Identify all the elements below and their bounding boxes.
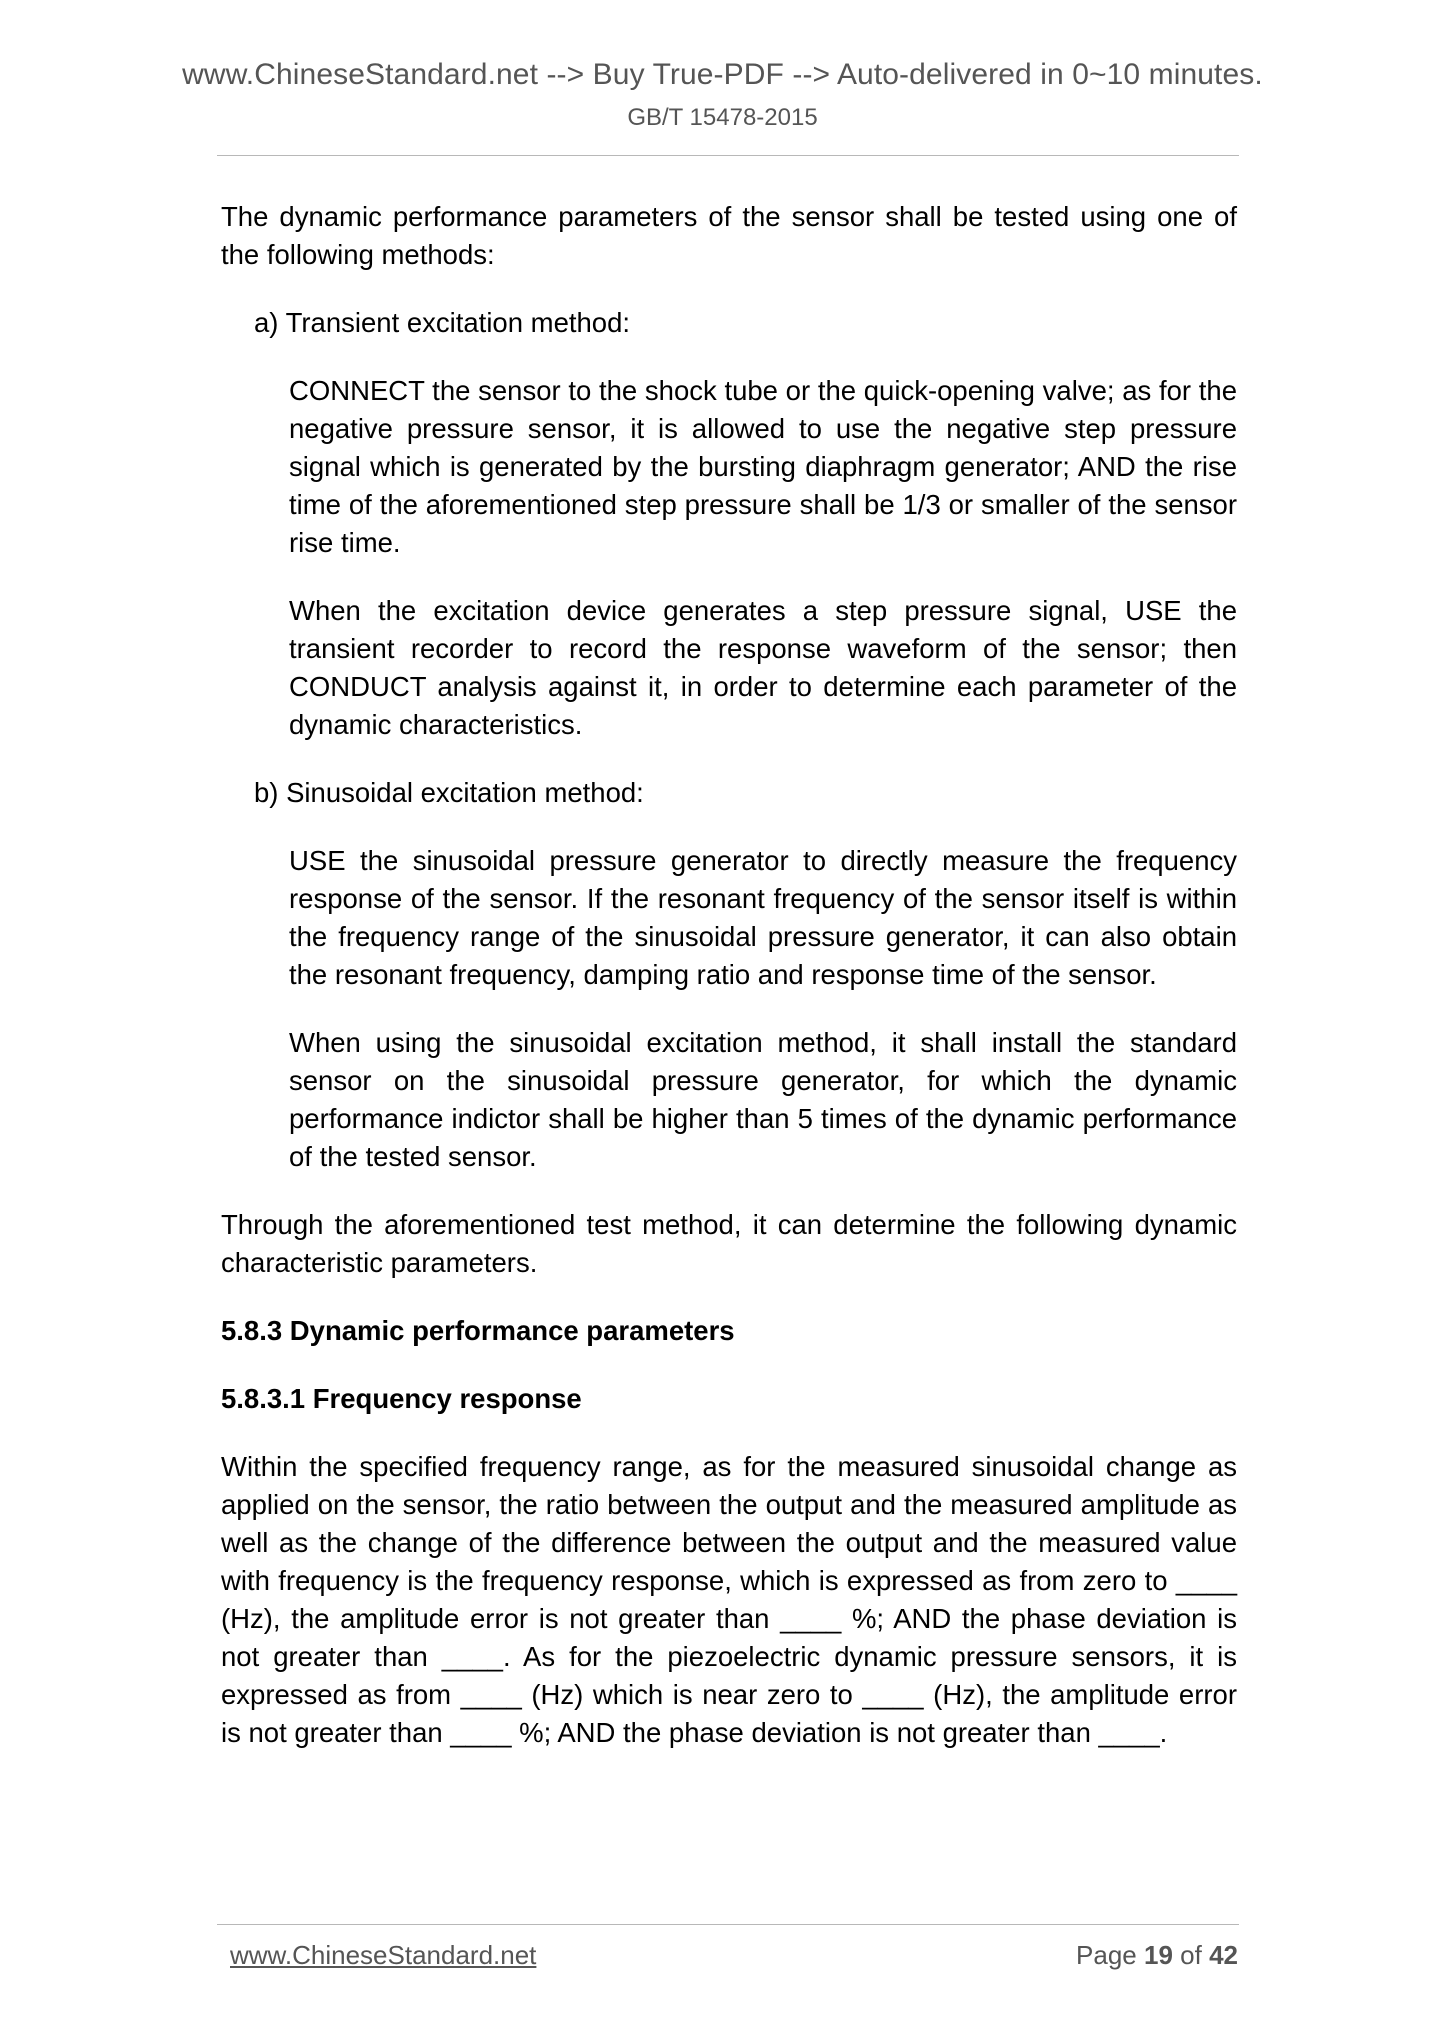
item-b-paragraph-2: When using the sinusoidal excitation method, it shall install the standard sensor on the sinusoidal pressure generator, for which the dynamic performance indictor shall be higher than 5 times of the dynamic performance of the tested sensor. bbox=[289, 1027, 1237, 1172]
item-a-paragraph-2: When the excitation device generates a step pressure signal, USE the transient recorder to record the response waveform of the sensor; then CONDUCT analysis against it, in order to determine each parameter of the dynamic characteristics. bbox=[289, 595, 1237, 740]
page-current: 19 bbox=[1144, 1940, 1173, 1970]
frequency-response-paragraph: Within the specified frequency range, as for the measured sinusoidal change as applied on the sensor, the ratio between the output and the measured amplitude as well as the change of the difference between the output and the measured value with frequency is the frequency response, which is expressed as from zero to ____ (Hz), the amplitude error is not greater than ____ %; AND the phase deviation is not greater than ____. As for the piezoelectric dynamic pressure sensors, it is expressed as from ____ (Hz) which is near zero to ____ (Hz), the amplitude error is not greater than ____ %; AND the phase deviation is not greater than ____. bbox=[221, 1451, 1237, 1748]
section-heading-5-8-3: 5.8.3 Dynamic performance parameters bbox=[221, 1315, 735, 1346]
intro-paragraph: The dynamic performance parameters of the sensor shall be tested using one of the following methods: bbox=[221, 201, 1237, 270]
header-banner: www.ChineseStandard.net --> Buy True-PDF --> Auto-delivered in 0~10 minutes. bbox=[182, 58, 1263, 91]
item-b-paragraph-1: USE the sinusoidal pressure generator to directly measure the frequency response of the sensor. If the resonant frequency of the sensor itself is within the frequency range of the sinusoidal pressure generator, it can also obtain the resonant frequency, damping ratio and response time of the sensor. bbox=[289, 845, 1237, 990]
item-a-paragraph-1: CONNECT the sensor to the shock tube or the quick-opening valve; as for the negative pressure sensor, it is allowed to use the negative step pressure signal which is generated by the bursting diaphragm generator; AND the rise time of the aforementioned step pressure shall be 1/3 or smaller of the sensor rise time. bbox=[289, 375, 1237, 558]
page-prefix: Page bbox=[1076, 1940, 1137, 1970]
standard-number: GB/T 15478-2015 bbox=[627, 104, 818, 131]
item-b-heading: b) Sinusoidal excitation method: bbox=[254, 777, 644, 808]
footer-divider bbox=[217, 1924, 1239, 1925]
page-of: of bbox=[1180, 1940, 1202, 1970]
page-total: 42 bbox=[1209, 1940, 1238, 1970]
page-content bbox=[221, 198, 1237, 1782]
header-divider bbox=[217, 155, 1239, 156]
footer-site-link[interactable]: www.ChineseStandard.net bbox=[230, 1940, 537, 1970]
conclusion-paragraph: Through the aforementioned test method, it can determine the following dynamic characteristic parameters. bbox=[221, 1209, 1237, 1278]
item-a-heading: a) Transient excitation method: bbox=[254, 307, 631, 338]
page-indicator bbox=[1076, 1940, 1238, 1971]
section-heading-5-8-3-1: 5.8.3.1 Frequency response bbox=[221, 1383, 582, 1414]
